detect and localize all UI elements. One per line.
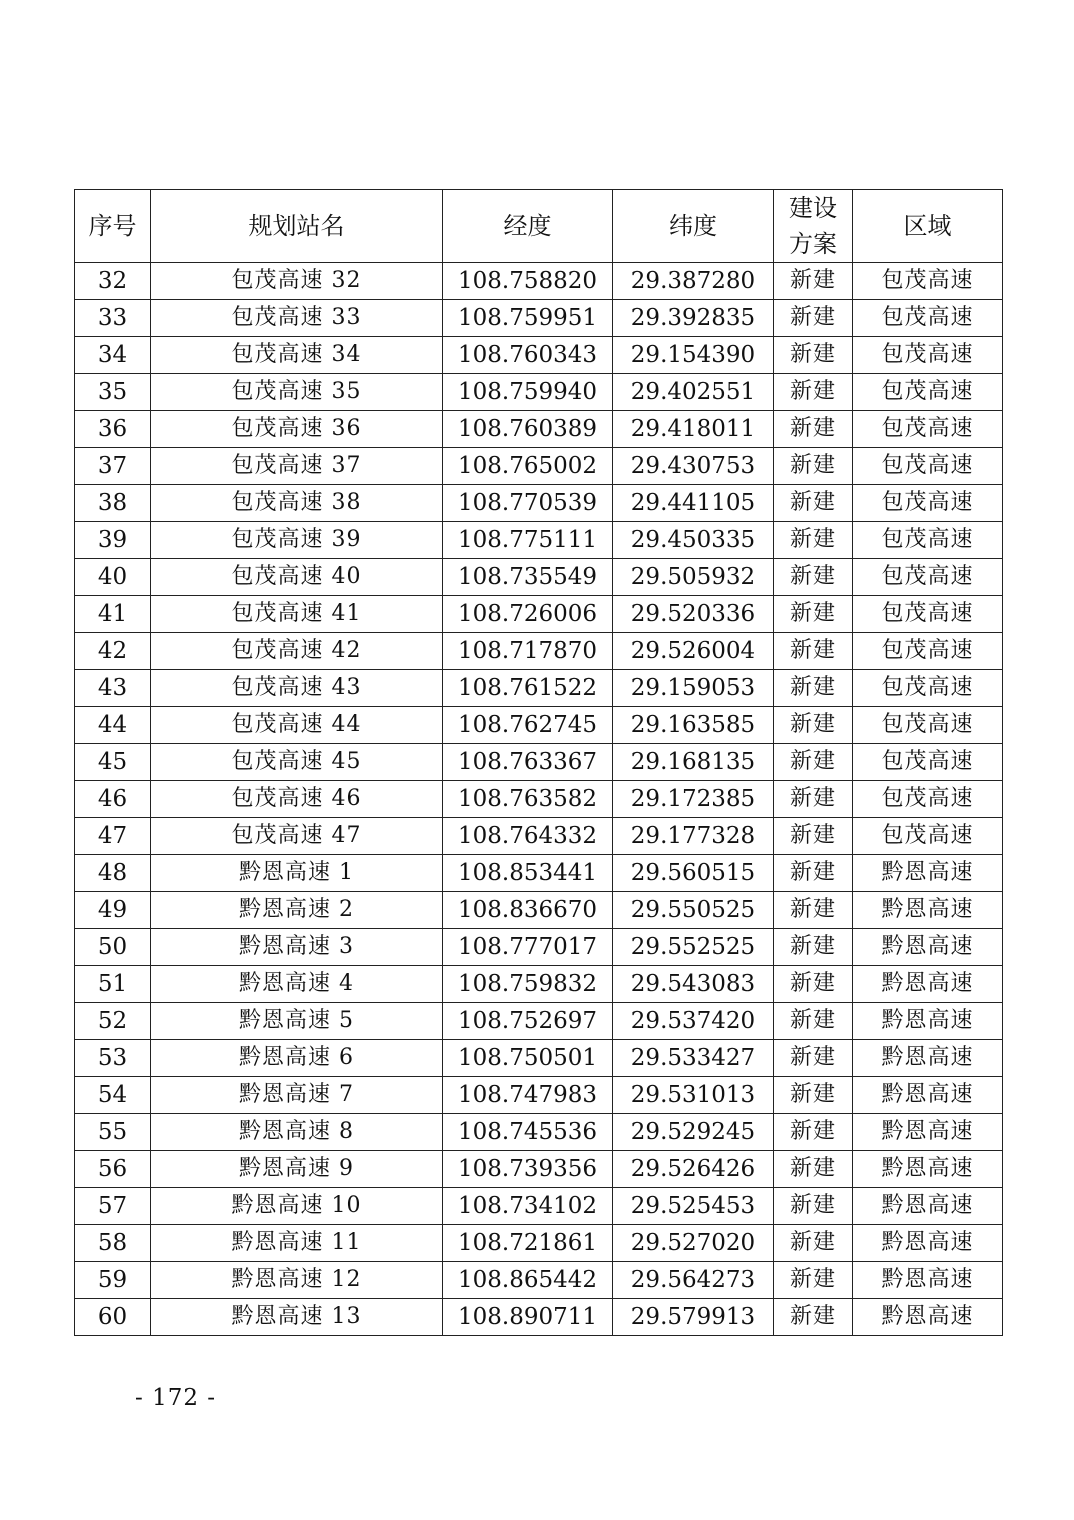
cell-region: 包茂高速 [853, 818, 1003, 855]
cell-construction-plan: 新建 [774, 522, 853, 559]
cell-station-name: 包茂高速 34 [151, 337, 443, 374]
cell-latitude: 29.163585 [613, 707, 774, 744]
cell-station-name: 黔恩高速 5 [151, 1003, 443, 1040]
cell-longitude: 108.745536 [443, 1114, 613, 1151]
cell-longitude: 108.865442 [443, 1262, 613, 1299]
table-row [75, 559, 1003, 596]
cell-latitude: 29.402551 [613, 374, 774, 411]
cell-station-name: 黔恩高速 3 [151, 929, 443, 966]
cell-seq: 58 [75, 1225, 151, 1262]
cell-longitude: 108.762745 [443, 707, 613, 744]
table-row [75, 300, 1003, 337]
cell-latitude: 29.526004 [613, 633, 774, 670]
cell-latitude: 29.527020 [613, 1225, 774, 1262]
table-row [75, 485, 1003, 522]
cell-latitude: 29.177328 [613, 818, 774, 855]
cell-seq: 51 [75, 966, 151, 1003]
cell-longitude: 108.853441 [443, 855, 613, 892]
table-row [75, 781, 1003, 818]
cell-seq: 57 [75, 1188, 151, 1225]
cell-region: 包茂高速 [853, 633, 1003, 670]
cell-construction-plan: 新建 [774, 559, 853, 596]
cell-latitude: 29.529245 [613, 1114, 774, 1151]
cell-region: 包茂高速 [853, 744, 1003, 781]
cell-seq: 39 [75, 522, 151, 559]
cell-station-name: 包茂高速 40 [151, 559, 443, 596]
cell-station-name: 黔恩高速 7 [151, 1077, 443, 1114]
cell-construction-plan: 新建 [774, 1262, 853, 1299]
cell-construction-plan: 新建 [774, 855, 853, 892]
cell-construction-plan: 新建 [774, 1040, 853, 1077]
cell-station-name: 包茂高速 42 [151, 633, 443, 670]
cell-station-name: 包茂高速 47 [151, 818, 443, 855]
table-row [75, 1262, 1003, 1299]
cell-region: 包茂高速 [853, 559, 1003, 596]
cell-longitude: 108.739356 [443, 1151, 613, 1188]
cell-seq: 43 [75, 670, 151, 707]
cell-construction-plan: 新建 [774, 596, 853, 633]
cell-latitude: 29.430753 [613, 448, 774, 485]
header-construction-plan [774, 190, 853, 263]
header-region: 区域 [853, 190, 1003, 263]
cell-construction-plan: 新建 [774, 1225, 853, 1262]
cell-longitude: 108.760343 [443, 337, 613, 374]
table-row [75, 337, 1003, 374]
cell-station-name: 黔恩高速 6 [151, 1040, 443, 1077]
cell-seq: 32 [75, 263, 151, 300]
cell-construction-plan: 新建 [774, 781, 853, 818]
cell-seq: 38 [75, 485, 151, 522]
cell-latitude: 29.159053 [613, 670, 774, 707]
cell-station-name: 黔恩高速 13 [151, 1299, 443, 1336]
cell-longitude: 108.717870 [443, 633, 613, 670]
cell-longitude: 108.759940 [443, 374, 613, 411]
cell-station-name: 黔恩高速 9 [151, 1151, 443, 1188]
cell-longitude: 108.764332 [443, 818, 613, 855]
table-row [75, 374, 1003, 411]
cell-latitude: 29.552525 [613, 929, 774, 966]
cell-longitude: 108.760389 [443, 411, 613, 448]
cell-station-name: 黔恩高速 11 [151, 1225, 443, 1262]
cell-longitude: 108.752697 [443, 1003, 613, 1040]
cell-seq: 47 [75, 818, 151, 855]
cell-station-name: 包茂高速 36 [151, 411, 443, 448]
cell-region: 黔恩高速 [853, 892, 1003, 929]
cell-station-name: 包茂高速 44 [151, 707, 443, 744]
table-row [75, 1040, 1003, 1077]
cell-station-name: 包茂高速 32 [151, 263, 443, 300]
page-number: - 172 - [135, 1385, 217, 1411]
table-row [75, 966, 1003, 1003]
table-row [75, 1225, 1003, 1262]
cell-region: 包茂高速 [853, 411, 1003, 448]
table-row [75, 892, 1003, 929]
cell-construction-plan: 新建 [774, 1077, 853, 1114]
table-row [75, 633, 1003, 670]
cell-latitude: 29.579913 [613, 1299, 774, 1336]
cell-station-name: 包茂高速 43 [151, 670, 443, 707]
cell-latitude: 29.533427 [613, 1040, 774, 1077]
cell-latitude: 29.154390 [613, 337, 774, 374]
cell-station-name: 黔恩高速 4 [151, 966, 443, 1003]
cell-station-name: 黔恩高速 10 [151, 1188, 443, 1225]
table-body [75, 263, 1003, 1336]
cell-region: 包茂高速 [853, 263, 1003, 300]
table-row [75, 744, 1003, 781]
station-table [74, 189, 1003, 1336]
cell-region: 黔恩高速 [853, 966, 1003, 1003]
cell-latitude: 29.387280 [613, 263, 774, 300]
cell-station-name: 黔恩高速 1 [151, 855, 443, 892]
table-row [75, 670, 1003, 707]
table-row [75, 1003, 1003, 1040]
cell-seq: 34 [75, 337, 151, 374]
cell-latitude: 29.441105 [613, 485, 774, 522]
cell-longitude: 108.759951 [443, 300, 613, 337]
cell-latitude: 29.525453 [613, 1188, 774, 1225]
cell-station-name: 包茂高速 45 [151, 744, 443, 781]
cell-latitude: 29.505932 [613, 559, 774, 596]
cell-longitude: 108.777017 [443, 929, 613, 966]
cell-region: 黔恩高速 [853, 1114, 1003, 1151]
cell-construction-plan: 新建 [774, 633, 853, 670]
cell-construction-plan: 新建 [774, 892, 853, 929]
cell-seq: 40 [75, 559, 151, 596]
cell-construction-plan: 新建 [774, 337, 853, 374]
cell-region: 包茂高速 [853, 374, 1003, 411]
cell-longitude: 108.758820 [443, 263, 613, 300]
cell-region: 包茂高速 [853, 781, 1003, 818]
header-longitude: 经度 [443, 190, 613, 263]
table-row [75, 596, 1003, 633]
table-row [75, 522, 1003, 559]
cell-seq: 42 [75, 633, 151, 670]
cell-seq: 54 [75, 1077, 151, 1114]
cell-station-name: 黔恩高速 12 [151, 1262, 443, 1299]
cell-region: 包茂高速 [853, 337, 1003, 374]
cell-seq: 56 [75, 1151, 151, 1188]
cell-latitude: 29.418011 [613, 411, 774, 448]
table-row [75, 855, 1003, 892]
cell-longitude: 108.765002 [443, 448, 613, 485]
cell-region: 包茂高速 [853, 707, 1003, 744]
cell-latitude: 29.537420 [613, 1003, 774, 1040]
cell-longitude: 108.750501 [443, 1040, 613, 1077]
cell-latitude: 29.392835 [613, 300, 774, 337]
cell-station-name: 包茂高速 35 [151, 374, 443, 411]
cell-latitude: 29.564273 [613, 1262, 774, 1299]
cell-region: 包茂高速 [853, 522, 1003, 559]
cell-region: 黔恩高速 [853, 855, 1003, 892]
cell-seq: 55 [75, 1114, 151, 1151]
cell-construction-plan: 新建 [774, 1114, 853, 1151]
cell-region: 包茂高速 [853, 448, 1003, 485]
cell-latitude: 29.543083 [613, 966, 774, 1003]
cell-station-name: 黔恩高速 8 [151, 1114, 443, 1151]
cell-longitude: 108.763367 [443, 744, 613, 781]
cell-seq: 50 [75, 929, 151, 966]
cell-latitude: 29.560515 [613, 855, 774, 892]
cell-station-name: 包茂高速 37 [151, 448, 443, 485]
cell-region: 包茂高速 [853, 670, 1003, 707]
table-row [75, 448, 1003, 485]
cell-latitude: 29.168135 [613, 744, 774, 781]
cell-region: 包茂高速 [853, 485, 1003, 522]
header-plan-line1: 建设 [789, 194, 837, 222]
cell-longitude: 108.890711 [443, 1299, 613, 1336]
cell-construction-plan: 新建 [774, 1151, 853, 1188]
cell-construction-plan: 新建 [774, 966, 853, 1003]
cell-construction-plan: 新建 [774, 300, 853, 337]
cell-station-name: 包茂高速 46 [151, 781, 443, 818]
cell-station-name: 包茂高速 39 [151, 522, 443, 559]
cell-seq: 53 [75, 1040, 151, 1077]
cell-seq: 41 [75, 596, 151, 633]
cell-longitude: 108.726006 [443, 596, 613, 633]
table-row [75, 1188, 1003, 1225]
cell-latitude: 29.526426 [613, 1151, 774, 1188]
table-row [75, 1151, 1003, 1188]
cell-longitude: 108.775111 [443, 522, 613, 559]
table-row [75, 411, 1003, 448]
cell-construction-plan: 新建 [774, 1299, 853, 1336]
cell-region: 黔恩高速 [853, 1188, 1003, 1225]
cell-latitude: 29.450335 [613, 522, 774, 559]
table-row [75, 929, 1003, 966]
cell-seq: 46 [75, 781, 151, 818]
table-row [75, 818, 1003, 855]
header-seq: 序号 [75, 190, 151, 263]
cell-station-name: 包茂高速 33 [151, 300, 443, 337]
cell-region: 黔恩高速 [853, 1040, 1003, 1077]
cell-latitude: 29.550525 [613, 892, 774, 929]
cell-region: 黔恩高速 [853, 1262, 1003, 1299]
cell-longitude: 108.759832 [443, 966, 613, 1003]
cell-construction-plan: 新建 [774, 263, 853, 300]
cell-latitude: 29.172385 [613, 781, 774, 818]
cell-longitude: 108.734102 [443, 1188, 613, 1225]
table-row [75, 1114, 1003, 1151]
table-row [75, 263, 1003, 300]
cell-construction-plan: 新建 [774, 670, 853, 707]
cell-station-name: 黔恩高速 2 [151, 892, 443, 929]
cell-longitude: 108.735549 [443, 559, 613, 596]
cell-construction-plan: 新建 [774, 929, 853, 966]
header-row [75, 190, 1003, 263]
table-row [75, 1077, 1003, 1114]
header-plan-line2: 方案 [789, 230, 837, 258]
cell-region: 黔恩高速 [853, 1151, 1003, 1188]
cell-longitude: 108.721861 [443, 1225, 613, 1262]
cell-latitude: 29.520336 [613, 596, 774, 633]
cell-construction-plan: 新建 [774, 448, 853, 485]
cell-longitude: 108.836670 [443, 892, 613, 929]
cell-construction-plan: 新建 [774, 1188, 853, 1225]
cell-region: 黔恩高速 [853, 1003, 1003, 1040]
cell-station-name: 包茂高速 38 [151, 485, 443, 522]
cell-seq: 36 [75, 411, 151, 448]
cell-longitude: 108.761522 [443, 670, 613, 707]
cell-longitude: 108.770539 [443, 485, 613, 522]
cell-construction-plan: 新建 [774, 707, 853, 744]
cell-construction-plan: 新建 [774, 818, 853, 855]
cell-construction-plan: 新建 [774, 485, 853, 522]
cell-seq: 60 [75, 1299, 151, 1336]
cell-construction-plan: 新建 [774, 411, 853, 448]
cell-region: 黔恩高速 [853, 929, 1003, 966]
cell-seq: 52 [75, 1003, 151, 1040]
cell-seq: 37 [75, 448, 151, 485]
cell-longitude: 108.747983 [443, 1077, 613, 1114]
cell-construction-plan: 新建 [774, 744, 853, 781]
cell-seq: 35 [75, 374, 151, 411]
cell-seq: 45 [75, 744, 151, 781]
cell-region: 黔恩高速 [853, 1299, 1003, 1336]
cell-seq: 33 [75, 300, 151, 337]
cell-seq: 59 [75, 1262, 151, 1299]
cell-region: 黔恩高速 [853, 1077, 1003, 1114]
cell-seq: 49 [75, 892, 151, 929]
cell-seq: 44 [75, 707, 151, 744]
cell-region: 包茂高速 [853, 300, 1003, 337]
cell-construction-plan: 新建 [774, 374, 853, 411]
table-row [75, 1299, 1003, 1336]
cell-construction-plan: 新建 [774, 1003, 853, 1040]
cell-longitude: 108.763582 [443, 781, 613, 818]
cell-seq: 48 [75, 855, 151, 892]
table-row [75, 707, 1003, 744]
table-header [75, 190, 1003, 263]
header-latitude: 纬度 [613, 190, 774, 263]
cell-region: 黔恩高速 [853, 1225, 1003, 1262]
cell-latitude: 29.531013 [613, 1077, 774, 1114]
cell-station-name: 包茂高速 41 [151, 596, 443, 633]
cell-region: 包茂高速 [853, 596, 1003, 633]
header-station-name: 规划站名 [151, 190, 443, 263]
